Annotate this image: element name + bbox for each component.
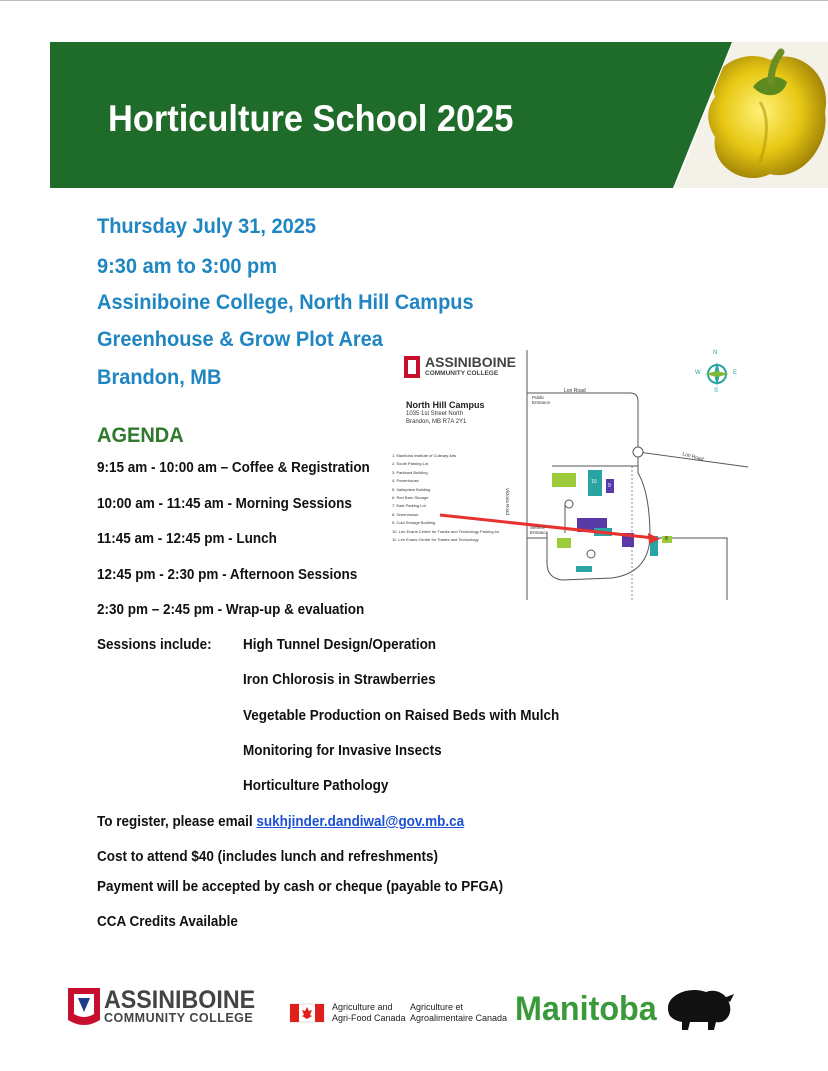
footer-logos (0, 980, 828, 1040)
assiniboine-logo-mark (68, 988, 100, 1025)
parking-lot-block (552, 473, 576, 487)
map-road-public: Public Entrance (532, 395, 551, 405)
aafc-en-line1: Agriculture and (332, 1002, 393, 1012)
agenda-item: 12:45 pm - 2:30 pm - Afternoon Sessions (97, 567, 358, 583)
map-address2: Brandon, MB R7A 2Y1 (406, 419, 467, 425)
manitoba-wordmark: Manitoba (515, 990, 657, 1028)
map-legend-item: 3. Parkland Building (392, 469, 428, 475)
session-item: High Tunnel Design/Operation (243, 637, 437, 653)
payment-line: Payment will be accepted by cash or cheque (payable to PFGA) (97, 879, 504, 895)
map-campus-title: North Hill Campus (406, 400, 485, 410)
map-road-service: Service Entrance (530, 525, 549, 535)
compass-w: W (695, 370, 701, 376)
map-legend-item: 7. East Parking Lot (392, 503, 426, 509)
map-marker-10: 10 (591, 479, 597, 485)
cca-line: CCA Credits Available (97, 914, 238, 930)
map-legend (392, 452, 499, 544)
register-line (97, 814, 464, 830)
agenda-item: 10:00 am - 11:45 am - Morning Sessions (97, 496, 352, 512)
map-logo-line1: ASSINIBOINE (425, 354, 517, 370)
cost-line: Cost to attend $40 (includes lunch and refreshments) (97, 849, 438, 865)
canada-flag-icon (290, 1004, 324, 1022)
compass-icon (705, 362, 729, 386)
map-marker-8: 8 (665, 536, 668, 542)
map-legend-item: 5. Valleyview Building (392, 486, 431, 492)
event-date: Thursday July 31, 2025 (97, 214, 316, 238)
map-legend-item: 4. Powerhouse (392, 478, 419, 484)
map-road-victoria: Victoria Road (505, 488, 510, 515)
map-legend-item: 8. Greenhouse (392, 511, 419, 517)
header-banner (50, 42, 828, 188)
agenda-item: 2:30 pm – 2:45 pm - Wrap-up & evaluation (97, 602, 365, 618)
building-green-2 (557, 538, 571, 548)
session-item: Vegetable Production on Raised Beds with Mulch (243, 708, 560, 724)
map-legend-item: 1. Manitoba Institute of Culinary Arts (392, 453, 457, 458)
aafc-fr-line2: Agroalimentaire Canada (410, 1013, 508, 1023)
map-legend-item: 9. Cold Storage Building (392, 520, 436, 526)
agenda-heading: AGENDA (97, 423, 184, 447)
map-address1: 1035 1st Street North (406, 411, 464, 417)
compass-e: E (733, 370, 738, 376)
session-item: Iron Chlorosis in Strawberries (243, 672, 436, 688)
map-legend-item: 11. Len Evans Centre for Trades and Technology (392, 537, 479, 543)
aafc-french (410, 1002, 507, 1024)
aafc-english (332, 1002, 406, 1024)
compass-n: N (713, 350, 718, 356)
event-location: Assiniboine College, North Hill Campus (97, 290, 474, 314)
map-road-lori-east: Lori Road (681, 451, 705, 463)
map-logo-line2: COMMUNITY COLLEGE (425, 370, 499, 377)
map-marker-9: 9 (608, 483, 611, 489)
map-legend-item: 2. South Parking Lot (392, 461, 429, 467)
register-text: To register, please email (97, 814, 257, 830)
page-title: Horticulture School 2025 (108, 98, 514, 139)
map-road-lori: Lori Road (564, 388, 586, 394)
compass-s: S (714, 388, 719, 394)
map-legend-item: 10. Len Evans Centre for Trades and Technology Parking lot (392, 528, 499, 534)
campus-map (392, 348, 752, 602)
event-time: 9:30 am to 3:00 pm (97, 254, 278, 278)
session-item: Monitoring for Invasive Insects (243, 743, 442, 759)
event-city: Brandon, MB (97, 365, 222, 389)
aafc-fr-line1: Agriculture et (410, 1002, 464, 1012)
sessions-label: Sessions include: (97, 637, 212, 653)
footer-assiniboine-name: ASSINIBOINE (104, 986, 256, 1014)
event-area: Greenhouse & Grow Plot Area (97, 327, 383, 351)
footer-assiniboine-sub: COMMUNITY COLLEGE (104, 1011, 254, 1025)
aafc-en-line2: Agri-Food Canada (332, 1013, 406, 1023)
agenda-item: 11:45 am - 12:45 pm - Lunch (97, 531, 277, 547)
session-item: Horticulture Pathology (243, 778, 389, 794)
register-email-link[interactable]: sukhjinder.dandiwal@gov.mb.ca (256, 814, 465, 830)
bison-icon (668, 990, 734, 1030)
top-rule (0, 0, 828, 1)
building-teal-lot (576, 566, 592, 572)
map-legend-item: 6. Red Barn Storage (392, 495, 429, 501)
agenda-item: 9:15 am - 10:00 am – Coffee & Registration (97, 460, 370, 476)
